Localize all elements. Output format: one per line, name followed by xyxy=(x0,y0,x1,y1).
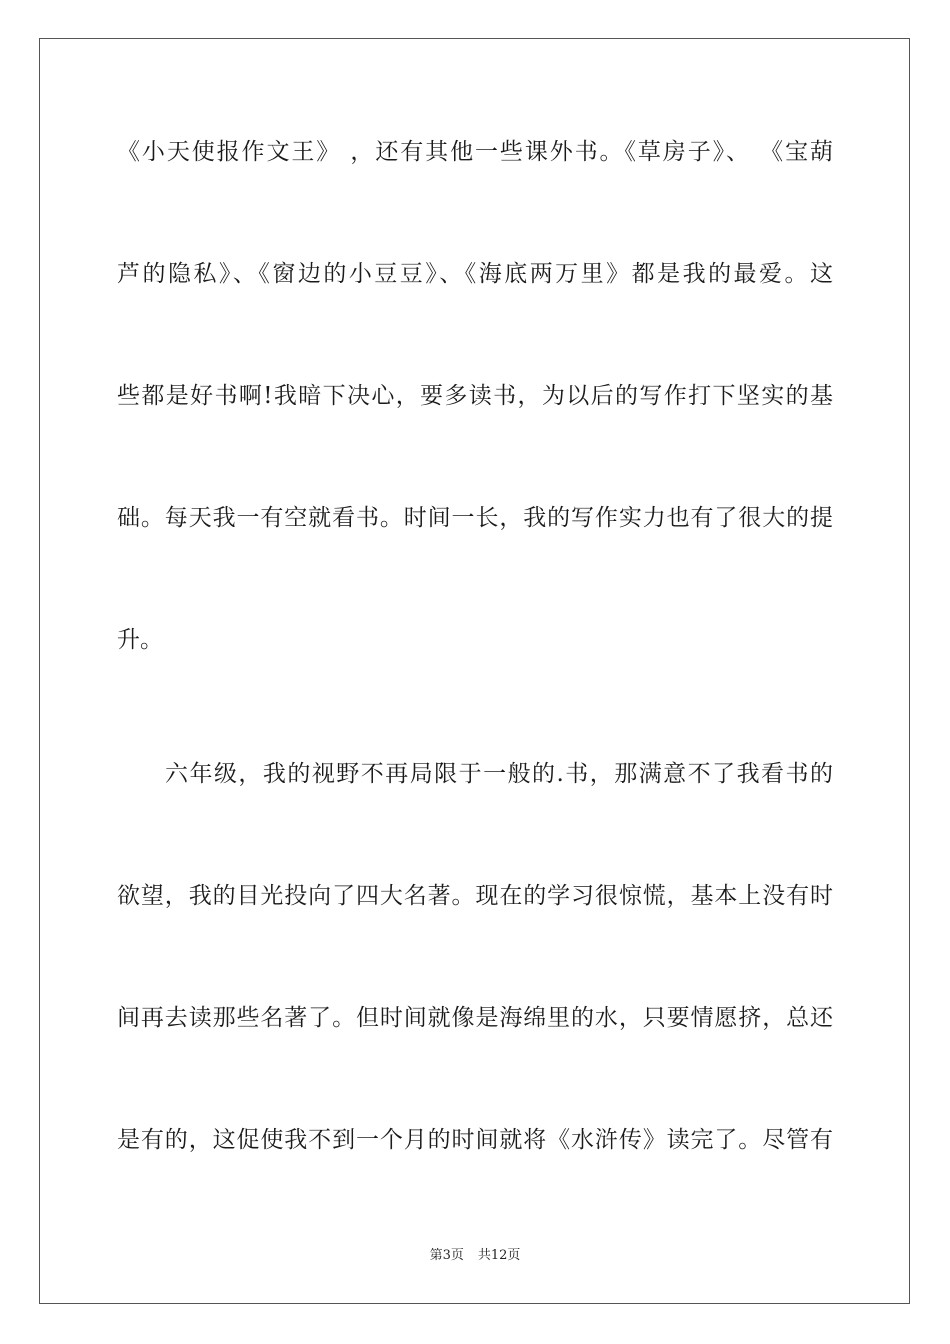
body-text-line-8: 间再去读那些名著了。但时间就像是海绵里的水，只要情愿挤，总还 xyxy=(117,1005,833,1031)
page-number: 第3页 xyxy=(429,1248,464,1263)
page-total: 共12页 xyxy=(477,1248,521,1263)
body-text-line-6: 六年级，我的视野不再局限于一般的.书，那满意不了我看书的 xyxy=(165,761,833,787)
page-footer xyxy=(0,1247,950,1265)
page-border xyxy=(39,38,910,1304)
body-text-line-7: 欲望，我的目光投向了四大名著。现在的学习很惊慌，基本上没有时 xyxy=(117,883,833,909)
body-text-line-1: 《小天使报作文王》 ，还有其他一些课外书。《草房子》、 《宝葫 xyxy=(117,139,833,165)
body-text-line-2: 芦的隐私》、《窗边的小豆豆》、《海底两万里》都是我的最爱。这 xyxy=(117,261,833,287)
body-text-line-5: 升。 xyxy=(117,627,163,653)
body-text-line-3: 些都是好书啊!我暗下决心，要多读书，为以后的写作打下坚实的基 xyxy=(117,383,833,409)
body-text-line-9: 是有的，这促使我不到一个月的时间就将《水浒传》读完了。尽管有 xyxy=(117,1127,833,1153)
body-text-line-4: 础。每天我一有空就看书。时间一长，我的写作实力也有了很大的提 xyxy=(117,505,833,531)
